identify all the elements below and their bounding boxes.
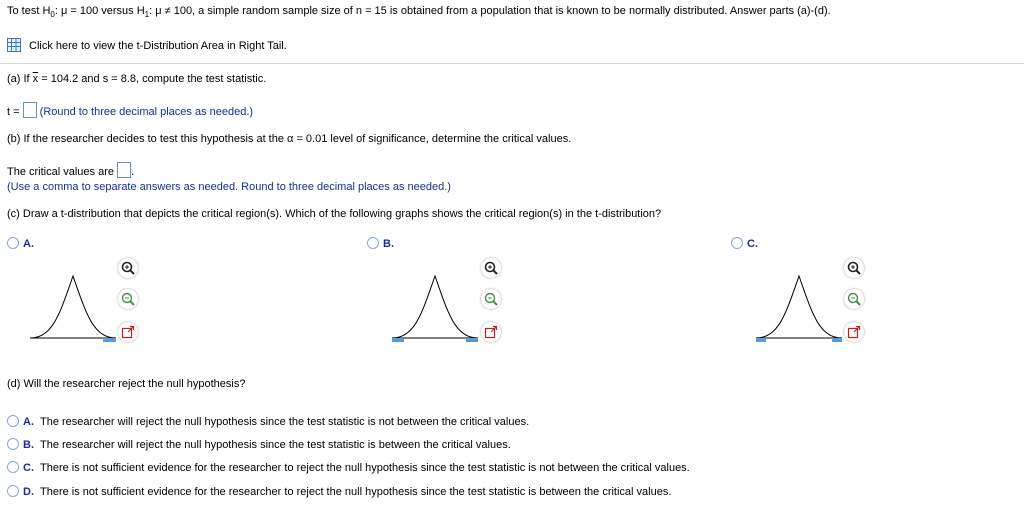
intro-suffix: : μ ≠ 100, a simple random sample size of n = 15 is obtained from a population that is known to be normally distributed. Answer parts (a)-(d). [149, 5, 831, 17]
choice-letter: D. [23, 486, 34, 498]
radio-button[interactable] [367, 237, 379, 249]
popout-icon[interactable] [118, 322, 138, 342]
part-c-prompt: (c) Draw a t-distribution that depicts the critical region(s). Which of the following graphs shows the critical region(s) in the t-distribution? [7, 208, 662, 220]
radio-button[interactable] [7, 461, 19, 473]
choice-text: The researcher will reject the null hypothesis since the test statistic is not between the critical values. [40, 416, 530, 428]
divider [0, 63, 1024, 64]
zoom-in-icon[interactable] [481, 258, 501, 278]
zoom-out-icon[interactable] [481, 289, 501, 309]
choice-letter: C. [23, 462, 34, 474]
t-answer-input[interactable] [23, 102, 37, 118]
graph-c [754, 268, 844, 348]
part-b-answer-row [7, 162, 134, 178]
popout-icon[interactable] [844, 322, 864, 342]
radio-button[interactable] [7, 237, 19, 249]
choice-text: There is not sufficient evidence for the researcher to reject the null hypothesis since the test statistic is not between the critical values. [40, 462, 690, 474]
part-d-prompt: (d) Will the researcher reject the null hypothesis? [7, 378, 246, 390]
zoom-out-icon[interactable] [844, 289, 864, 309]
choice-a[interactable] [7, 415, 529, 428]
table-icon[interactable] [7, 38, 21, 52]
popout-icon[interactable] [481, 322, 501, 342]
radio-button[interactable] [731, 237, 743, 249]
graph-a [28, 268, 118, 348]
zoom-in-icon[interactable] [844, 258, 864, 278]
xbar-symbol: $\overline{x}$ [32, 73, 39, 85]
zoom-in-icon[interactable] [118, 258, 138, 278]
zoom-out-icon[interactable] [118, 289, 138, 309]
radio-button[interactable] [7, 415, 19, 427]
choice-c[interactable] [7, 461, 690, 474]
intro-mid: : μ = 100 versus H [54, 5, 145, 17]
part-b-prompt: (b) If the researcher decides to test this hypothesis at the α = 0.01 level of significance, determine the critical values. [7, 133, 572, 145]
choice-text: There is not sufficient evidence for the researcher to reject the null hypothesis since the test statistic is between the critical values. [40, 486, 672, 498]
radio-button[interactable] [7, 438, 19, 450]
choice-text: The researcher will reject the null hypothesis since the test statistic is between the critical values. [40, 439, 511, 451]
part-a-answer-row [7, 102, 253, 118]
part-a-prompt [7, 73, 266, 85]
choice-d[interactable] [7, 485, 671, 498]
option-letter: C. [747, 238, 758, 250]
critical-values-input[interactable] [117, 162, 131, 178]
option-letter: A. [23, 238, 34, 250]
table-link[interactable]: Click here to view the t-Distribution Area in Right Tail. [29, 40, 287, 52]
choice-letter: B. [23, 439, 34, 451]
graph-option-b[interactable] [367, 237, 394, 250]
choice-letter: A. [23, 416, 34, 428]
t-label: t = [7, 106, 20, 118]
part-a-hint: (Round to three decimal places as needed.) [39, 106, 254, 118]
question-intro [7, 5, 831, 19]
graph-b [390, 268, 480, 348]
choice-b[interactable] [7, 438, 511, 451]
part-b-hint: (Use a comma to separate answers as needed. Round to three decimal places as needed.) [7, 181, 451, 193]
period: . [131, 166, 135, 178]
graph-option-c[interactable] [731, 237, 758, 250]
critical-values-label: The critical values are [7, 166, 114, 178]
table-link-row[interactable] [7, 38, 287, 52]
part-a-prefix: (a) If [7, 73, 33, 85]
intro-prefix: To test H [7, 5, 51, 17]
graph-option-a[interactable] [7, 237, 34, 250]
h0-subscript: 0 [50, 10, 55, 19]
radio-button[interactable] [7, 485, 19, 497]
h1-subscript: 1 [144, 10, 150, 19]
option-letter: B. [383, 238, 394, 250]
part-a-suffix: = 104.2 and s = 8.8, compute the test statistic. [38, 73, 267, 85]
